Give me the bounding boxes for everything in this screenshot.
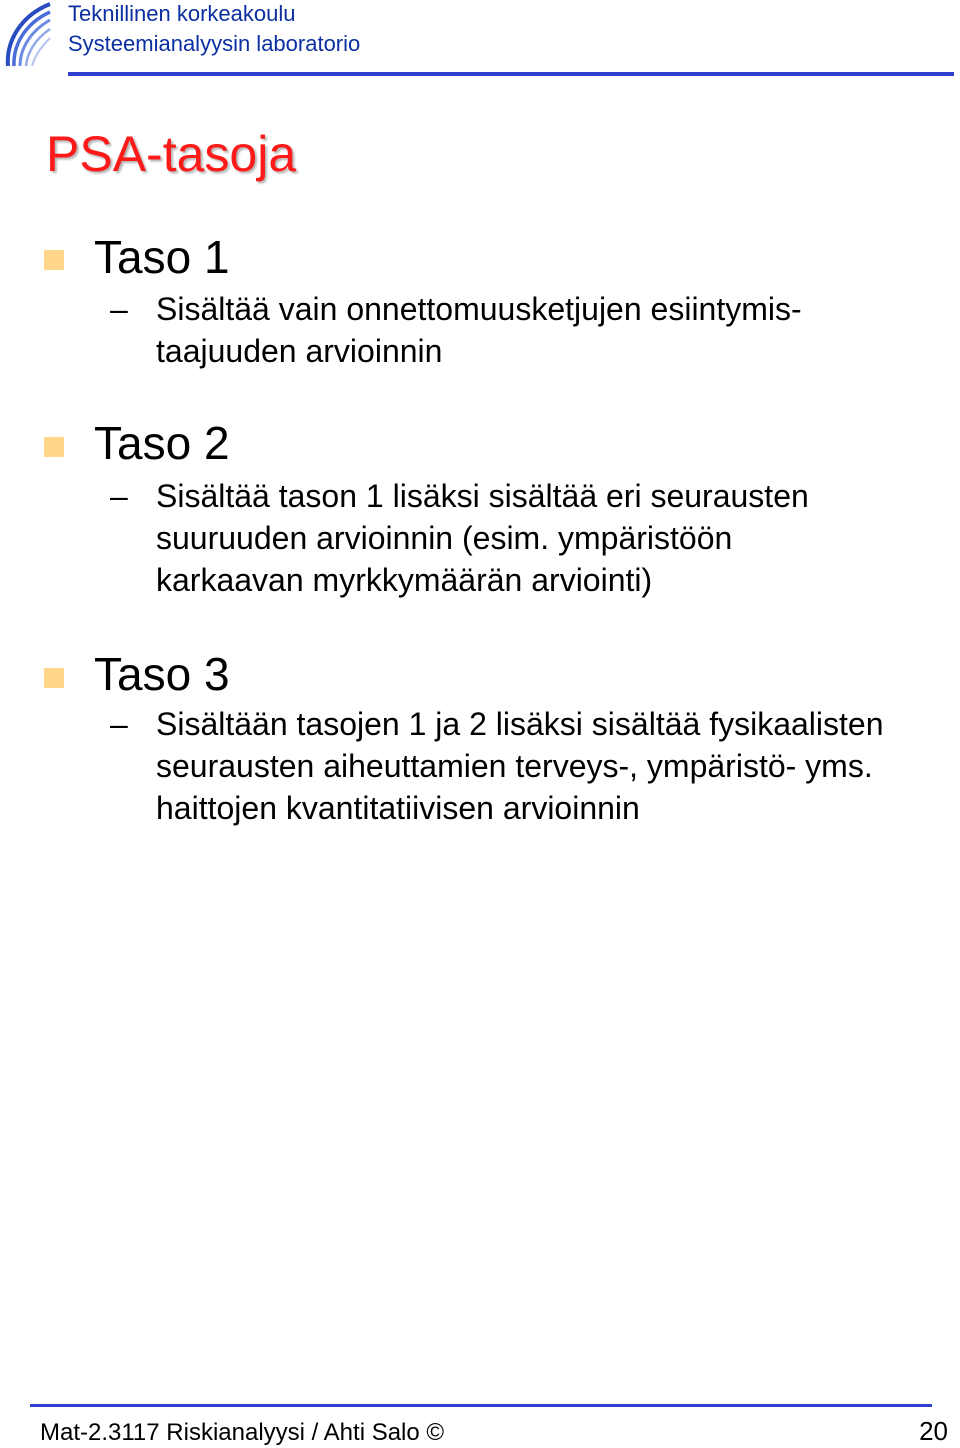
description-line: suuruuden arvioinnin (esim. ympäristöön bbox=[156, 520, 733, 556]
footer-text: Mat-2.3117 Riskianalyysi / Ahti Salo © bbox=[40, 1419, 445, 1446]
dash-bullet: – bbox=[110, 291, 128, 327]
level-description bbox=[156, 288, 956, 372]
description-line: seurausten aiheuttamien terveys-, ympäristö- yms. bbox=[156, 748, 873, 784]
level-description bbox=[156, 703, 956, 829]
page-number: 20 bbox=[919, 1416, 948, 1446]
institution-name: Teknillinen korkeakoulu bbox=[68, 1, 296, 26]
description-line: taajuuden arvioinnin bbox=[156, 333, 443, 369]
description-line: Sisältään tasojen 1 ja 2 lisäksi sisältää fysikaalisten bbox=[156, 706, 884, 742]
square-bullet-icon bbox=[44, 668, 64, 688]
level-heading: Taso 1 bbox=[94, 231, 230, 283]
description-line: karkaavan myrkkymäärän arviointi) bbox=[156, 562, 653, 598]
dash-bullet: – bbox=[110, 706, 128, 742]
dash-bullet: – bbox=[110, 478, 128, 514]
header-divider bbox=[68, 72, 954, 76]
level-heading: Taso 3 bbox=[94, 648, 230, 700]
square-bullet-icon bbox=[44, 250, 64, 270]
description-line: haittojen kvantitatiivisen arvioinnin bbox=[156, 790, 640, 826]
department-name: Systeemianalyysin laboratorio bbox=[68, 31, 361, 56]
university-logo-icon bbox=[2, 2, 54, 68]
square-bullet-icon bbox=[44, 437, 64, 457]
footer-divider bbox=[30, 1404, 932, 1407]
level-heading: Taso 2 bbox=[94, 417, 230, 469]
slide-title: PSA-tasoja bbox=[46, 126, 297, 182]
description-line: Sisältää tason 1 lisäksi sisältää eri seurausten bbox=[156, 478, 809, 514]
description-line: Sisältää vain onnettomuusketjujen esiintymis- bbox=[156, 291, 802, 327]
level-description bbox=[156, 475, 956, 601]
